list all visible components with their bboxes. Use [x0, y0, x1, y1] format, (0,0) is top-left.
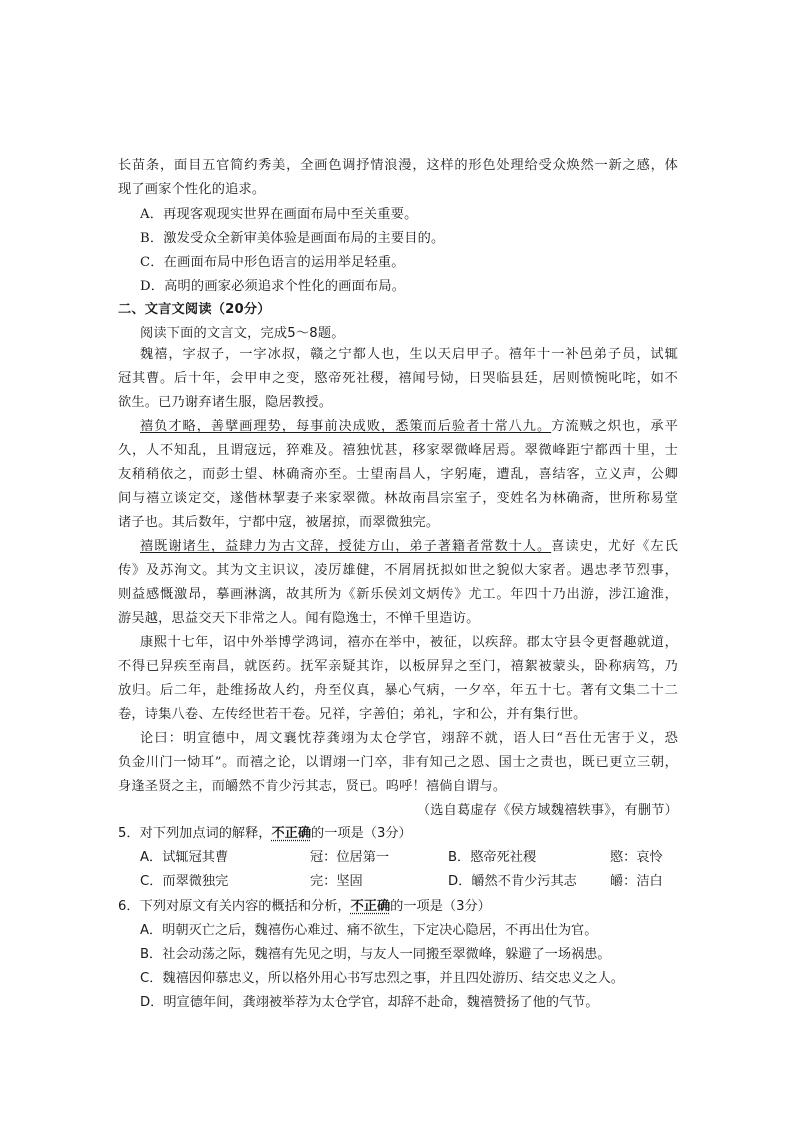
q5-options-row-1 — [140, 850, 678, 866]
q5-option-c-gloss: 完：坚固 — [310, 874, 363, 889]
passage-p3-line-4: 游吴越，思益交天下非常之人。闻有隐逸士，不惮千里造访。 — [118, 611, 480, 626]
passage-p2-line-1 — [140, 419, 678, 435]
q5-options-row-2 — [140, 874, 678, 890]
passage-p4-line-2: 不得已舁疾至南昌，就医药。抚军亲疑其诈，以板屏舁之至门，禧絮被蒙头，卧称病笃，乃 — [118, 659, 678, 674]
q4-option-c: C．在画面布局中形色语言的运用举足轻重。 — [140, 255, 405, 270]
q4-option-b: B．激发受众全新审美体验是画面布局的主要目的。 — [140, 231, 445, 246]
passage-p4-line-3: 放归。后二年，赴维扬故人约，舟至仪真，暴心气病，一夕卒，年五十七。著有文集二十二 — [118, 683, 678, 698]
passage-p1-line-3: 欲生。已乃谢弃诸生服，隐居教授。 — [118, 395, 333, 410]
q5-option-b-gloss: 愍：哀怜 — [610, 850, 663, 865]
q5-prefix: 5．对下列加点词的解释， — [118, 826, 272, 841]
q6-option-a: A．明朝灭亡之后，魏禧伤心难过、痛不欲生，下定决心隐居，不再出仕为官。 — [140, 923, 598, 938]
passage-p3-line-1-rest: 喜读史，尤好《左氏 — [551, 539, 678, 554]
passage-source: （选自葛虚存《侯方域魏禧轶事》，有删节） — [416, 803, 678, 818]
section-heading: 二、文言文阅读（20分） — [118, 302, 271, 317]
passage-p4-line-4: 卷，诗集八卷、左传经世若干卷。兄祥，字善伯；弟礼，字和公，并有集行世。 — [118, 707, 587, 722]
underlined-sentence-1: 禧负才略，善擘画理势，每事前决成败，悉策而后验者十常八九。 — [140, 419, 552, 434]
passage-p2-line-1-rest: 方流贼之炽也，承平 — [551, 419, 678, 434]
passage-p2-line-5: 诸子也。其后数年，宁都中寇，被屠掠，而翠微独完。 — [118, 515, 440, 530]
passage-p2-line-4: 间与禧立谈定交，遂偕林挈妻子来家翠微。林故南昌宗室子，变姓名为林确斋，世所称易堂 — [118, 491, 678, 506]
q6-bold: 不正确 — [350, 899, 391, 914]
q5-option-b-label: B．愍帝死社稷 — [448, 850, 537, 865]
underlined-sentence-2: 禧既谢诸生，益肆力为古文辞，授徒方山，弟子著籍者常数十人。 — [140, 539, 552, 554]
q5-option-d-label: D．皭然不肯少污其志 — [448, 874, 577, 889]
passage-p3-line-2: 传》及苏洵文。其为文主识议，凌厉雄健，不屑屑抚拟如世之貌似大家者。遇忠孝节烈事， — [118, 563, 678, 578]
q6-prefix: 6．下列对原文有关内容的概括和分析， — [118, 899, 351, 914]
section-instruction: 阅读下面的文言文，完成5～8题。 — [140, 326, 345, 341]
q5-option-a-label: A．试辄冠其曹 — [140, 850, 229, 865]
passage-p3-line-1 — [140, 539, 678, 555]
q6-option-c: C．魏禧因仰慕忠义，所以格外用心书写忠烈之事，并且四处游历、结交忠义之人。 — [140, 971, 624, 986]
q5-option-a-gloss: 冠：位居第一 — [310, 850, 390, 865]
passage-p3-line-3: 则益感慨激昂，摹画淋漓，故其所为《新乐侯刘文炳传》尤工。年四十乃出游，涉江逾淮， — [118, 587, 678, 602]
q6-suffix: 的一项是（3分） — [390, 899, 491, 914]
passage-p5-line-3: 身逢圣贤之主，而皭然不肯少污其志，贤已。呜呼！禧倘自谓与。 — [118, 779, 507, 794]
q5-stem — [118, 826, 678, 842]
passage-p5-line-1: 论曰：明宣德中，周文襄忱荐龚翊为太仓学官，翊辞不就，语人曰“吾仕无害于义，恐 — [140, 731, 678, 746]
passage-p2-line-2: 久，人不知乱，且谓寇远，猝难及。禧独忧甚，移家翠微峰居焉。翠微峰距宁都西十里，士 — [118, 443, 678, 458]
q6-option-b: B．社会动荡之际，魏禧有先见之明，与友人一同搬至翠微峰，躲避了一场祸患。 — [140, 947, 611, 962]
passage-p4-line-1: 康熙十七年，诏中外举博学鸿词，禧亦在举中，被征，以疾辞。郡太守县令更督趣就道， — [140, 635, 678, 650]
q5-bold: 不正确 — [271, 826, 312, 841]
intro-line-1: 长苗条，面目五官简约秀美，全画色调抒情浪漫，这样的形色处理给受众焕然一新之感，体 — [118, 158, 678, 173]
q5-suffix: 的一项是（3分） — [311, 826, 412, 841]
passage-p1-line-1: 魏禧，字叔子，一字冰叔，赣之宁都人也，生以天启甲子。禧年十一补邑弟子员，试辄 — [140, 347, 678, 362]
passage-p5-line-2: 负金川门一恸耳”。而禧之论，以谓翊一门卒，非有知己之恩、国士之责也，既已更立三朝， — [118, 755, 678, 770]
q4-option-a: A．再现客观现实世界在画面布局中至关重要。 — [140, 207, 418, 222]
passage-p1-line-2: 冠其曹。后十年，会甲申之变，愍帝死社稷，禧闻号恸，日哭临县廷，居则愤惋叱咤，如不 — [118, 371, 678, 386]
q6-stem — [118, 899, 678, 915]
q5-option-c-label: C．而翠微独完 — [140, 874, 229, 889]
q5-option-d-gloss: 皭：洁白 — [610, 874, 663, 889]
q6-option-d: D．明宣德年间，龚翊被举荐为太仓学官，却辞不赴命，魏禧赞扬了他的气节。 — [140, 995, 599, 1010]
intro-line-2: 现了画家个性化的追求。 — [118, 182, 266, 197]
passage-p2-line-3: 友稍稍依之，而彭士望、林确斋亦至。士望南昌人，字躬庵，遭乱，喜结客，立义声，公卿 — [118, 467, 678, 482]
q4-option-d: D．高明的画家必须追求个性化的画面布局。 — [140, 279, 406, 294]
